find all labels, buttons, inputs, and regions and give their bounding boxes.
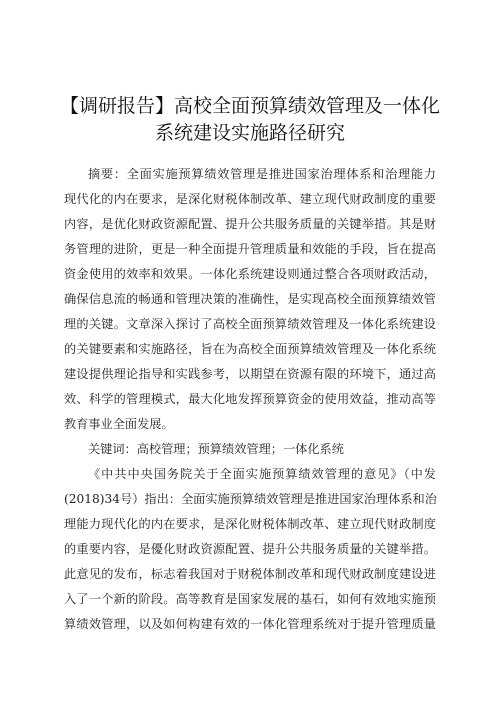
abstract-line: 现代化的内在要求，是深化财税体制改革、建立现代财政制度的重要 (64, 192, 436, 206)
document-title-line-1: 【调研报告】高校全面预算绩效管理及一体化 (60, 95, 441, 117)
document-title-line-2: 系统建设实施路径研究 (154, 122, 345, 144)
abstract-line: 内容，是优化财政资源配置、提升公共服务质量的关键举措。其是财 (64, 217, 436, 231)
abstract-line: 建设提供理论指导和实践参考，以期望在资源有限的环境下，通过高 (64, 367, 436, 381)
body-line: 《中共中央国务院关于全面实施预算绩效管理的意见》（中发 (88, 467, 436, 481)
body-line: 理能力现代化的内在要求，是深化财税体制改革、建立现代财政制度 (64, 517, 436, 531)
keywords-line: 关键词：高校管理；预算绩效管理；一体化系统 (88, 442, 344, 456)
body-line: 算绩效管理，以及如何构建有效的一体化管理系统对于提升管理质量 (64, 617, 436, 631)
abstract-line: 务管理的进阶，更是一种全面提升管理质量和效能的手段，旨在提高 (64, 242, 436, 256)
abstract-line: 确保信息流的畅通和管理决策的准确性，是实现高校全面预算绩效管 (64, 292, 436, 306)
abstract-line: 的关键要素和实施路径，旨在为高校全面预算绩效管理及一体化系统 (64, 342, 436, 356)
abstract-line: 教育事业全面发展。 (64, 417, 174, 431)
body-line: 入了一个新的阶段。高等教育是国家发展的基石，如何有效地实施预 (64, 592, 436, 606)
abstract-line: 资金使用的效率和效果。一体化系统建设则通过整合各项财政活动， (64, 267, 436, 281)
abstract-line: 效、科学的管理模式，最大化地发挥预算资金的使用效益，推动高等 (64, 392, 436, 406)
abstract-line: 理的关键。文章深入探讨了高校全面预算绩效管理及一体化系统建设 (64, 317, 436, 331)
body-line: (2018)34号）指出：全面实施预算绩效管理是推进国家治理体系和治 (64, 492, 437, 506)
body-line: 的重要内容，是優化财政资源配置、提升公共服务质量的关键举措。 (64, 542, 436, 556)
abstract-line: 摘要：全面实施预算绩效管理是推进国家治理体系和治理能力 (88, 167, 436, 181)
body-line: 此意见的发布，标志着我国对于财税体制改革和现代财政制度建设进 (64, 567, 436, 581)
